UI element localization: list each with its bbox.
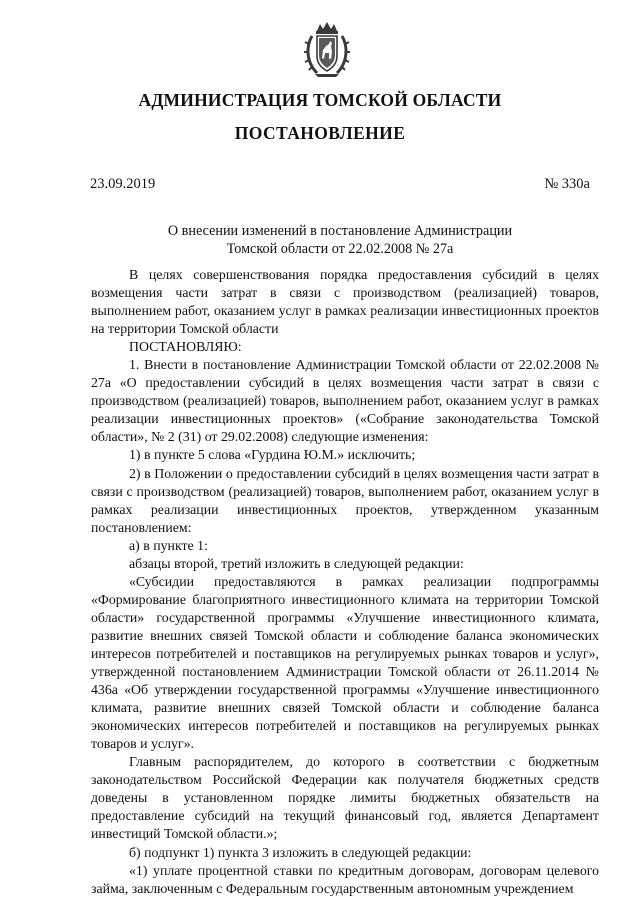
- clause-1-paragraph: 1. Внести в постановление Администрации Томской области от 22.02.2008 № 27а «О предоставлении субсидий в целях возмещения части затрат в связи с производством (реализацией) товаров, выполнением работ, оказанием услуг в рамках реализации инвестиционных проектов» («Собрание законодательства Томской области», № 2 (31) от 29.02.2008) следующие изменения:: [91, 357, 599, 445]
- main-manager-paragraph: Главным распорядителем, до которого в соответствии с бюджетным законодательством Российской Федерации как получателя бюджетных средств доведены в установленном порядке лимиты бюджетных обязательств на предоставление субсидий на текущий финансовый год, является Департамент инвестиций Томской области.»;: [91, 754, 599, 842]
- paragraphs-amendment-intro: абзацы второй, третий изложить в следующей редакции:: [129, 555, 464, 571]
- document-type-heading: ПОСТАНОВЛЕНИЕ: [234, 123, 406, 143]
- item-b-paragraph: б) подпункт 1) пункта 3 изложить в следующей редакции:: [129, 844, 472, 860]
- item-a-paragraph: а) в пункте 1:: [129, 537, 208, 553]
- organization-title: АДМИНИСТРАЦИЯ ТОМСКОЙ ОБЛАСТИ: [138, 90, 502, 110]
- document-subject: [0, 222, 640, 258]
- document-date: 23.09.2019: [90, 176, 156, 192]
- preamble-paragraph: В целях совершенствования порядка предоставления субсидий в целях возмещения части затрат в связи с производством (реализацией) товаров, выполнением работ, оказанием услуг в рамках реализации инвестиционных проектов на территории Томской области: [91, 267, 599, 337]
- subject-line-2: Томской области от 22.02.2008 № 27а: [226, 241, 454, 257]
- subsidies-quote-paragraph: «Субсидии предоставляются в рамках реализации подпрограммы «Формирование благоприятного инвестиционного климата на территории Томской области» государственной программы «Улучшение инвестиционного климата, развитие внешних связей Томской области и соблюдение баланса экономических интересов потребителей и поставщиков на регулируемых рынках товаров и услуг», утвержденной постановлением Администрации Томской области от 26.11.2014 № 436а «Об утверждении государственной программы «Улучшение инвестиционного климата, развитие внешних связей Томской области и соблюдение баланса экономических интересов потребителей и поставщиков на регулируемых рынках товаров и услуг».: [91, 573, 599, 752]
- resolve-heading: ПОСТАНОВЛЯЮ:: [129, 339, 242, 355]
- interest-rate-quote-paragraph: «1) уплате процентной ставки по кредитным договорам, договорам целевого займа, заключенным с Федеральным государственным автономным учреждением: [91, 862, 599, 896]
- subject-line-1: О внесении изменений в постановление Администрации: [167, 223, 513, 239]
- tomsk-region-coat-of-arms-icon: [303, 22, 351, 80]
- subclause-1-paragraph: 1) в пункте 5 слова «Гурдина Ю.М.» исключить;: [129, 447, 416, 463]
- subclause-2-paragraph: 2) в Положении о предоставлении субсидий в целях возмещения части затрат в связи с производством (реализацией) товаров, выполнением работ, оказанием услуг в рамках реализации инвестиционных проектов, утвержденном указанным постановлением:: [91, 465, 599, 535]
- document-number: № 330а: [544, 176, 590, 192]
- document-body: [91, 266, 599, 898]
